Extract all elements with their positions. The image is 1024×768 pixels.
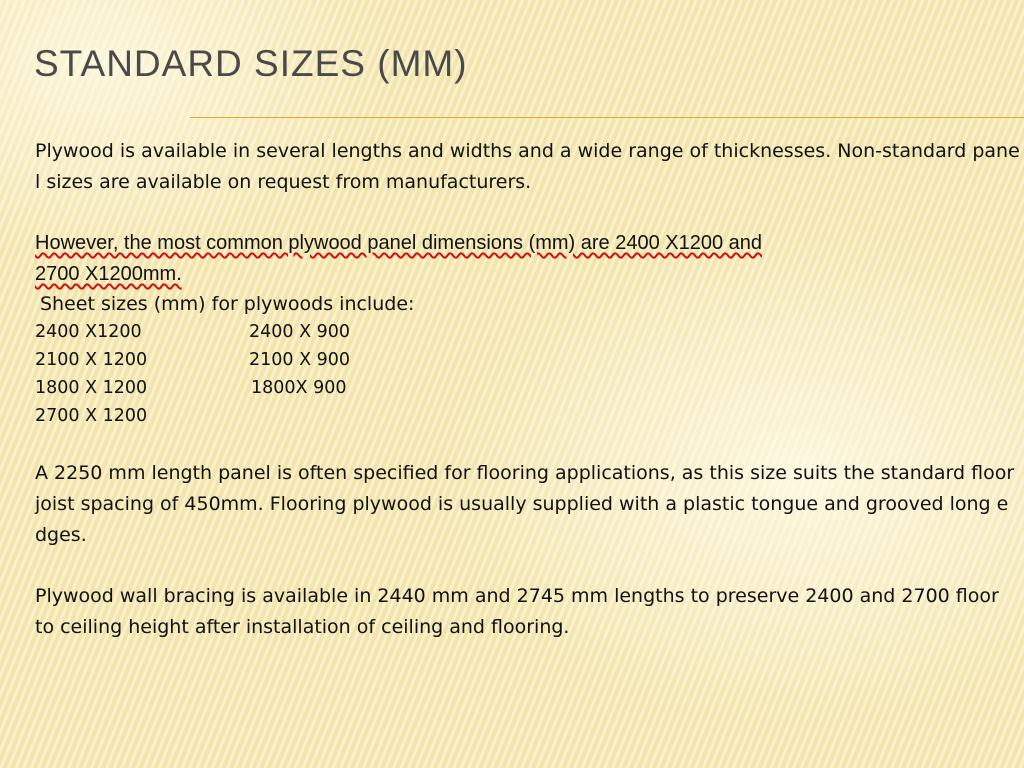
size-cell: 2700 X 1200 bbox=[35, 406, 148, 426]
size-row bbox=[35, 318, 395, 346]
slide-body bbox=[35, 136, 1020, 643]
paragraph-spacer bbox=[35, 198, 1020, 228]
size-cell: 1800 X 1200 bbox=[35, 378, 148, 398]
common-dimensions-line-1: However, the most common plywood panel dimensions (mm) are 2400 X1200 and bbox=[35, 232, 763, 254]
paragraph-spacer bbox=[35, 430, 1020, 458]
paragraph-spacer bbox=[35, 551, 1020, 581]
title-divider bbox=[190, 117, 1024, 118]
sheet-sizes-heading: Sheet sizes (mm) for plywoods include: bbox=[40, 293, 415, 315]
size-row bbox=[35, 402, 395, 430]
size-row bbox=[35, 374, 395, 402]
size-cell: 2400 X1200 bbox=[35, 322, 142, 342]
common-dimensions-note bbox=[35, 228, 1020, 290]
flooring-paragraph: A 2250 mm length panel is often specified for flooring applications, as this size suits the standard floor joist spacing of 450mm. Flooring plywood is usually supplied with a plastic tongue and grooved long edges. bbox=[35, 462, 1015, 546]
intro-paragraph: Plywood is available in several lengths and widths and a wide range of thicknesses. Non-standard panel sizes are available on request from manufacturers. bbox=[35, 140, 1020, 193]
size-row bbox=[35, 346, 395, 374]
wall-bracing-paragraph: Plywood wall bracing is available in 2440 mm and 2745 mm lengths to preserve 2400 and 2700 floor to ceiling height after installation of ceiling and flooring. bbox=[35, 585, 999, 638]
size-cell: 1800X 900 bbox=[251, 378, 347, 398]
common-dimensions-line-2: 2700 X1200mm. bbox=[35, 263, 182, 285]
slide-title: STANDARD SIZES (MM) bbox=[34, 43, 468, 84]
sheet-sizes-list bbox=[35, 318, 395, 430]
size-cell: 2100 X 1200 bbox=[35, 350, 148, 370]
size-cell: 2100 X 900 bbox=[249, 350, 351, 370]
size-cell: 2400 X 900 bbox=[249, 322, 351, 342]
